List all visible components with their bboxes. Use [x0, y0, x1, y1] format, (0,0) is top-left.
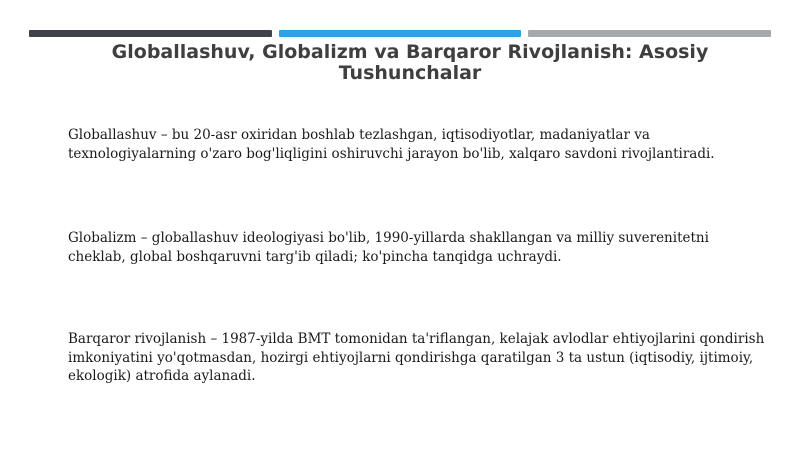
paragraph-globallashuv: Globallashuv – bu 20-asr oxiridan boshlab tezlashgan, iqtisodiyotlar, madaniyatlar va texnologiyalarning o'zaro bog'liqligini oshiruvchi jarayon bo'lib, xalqaro savdoni rivojlantiradi.	[68, 127, 715, 162]
accent-bar-dark	[29, 30, 272, 37]
paragraph-barqaror-rivojlanish: Barqaror rivojlanish – 1987-yilda BMT tomonidan ta'riflangan, kelajak avlodlar ehtiyojlarini qondirish imkoniyatini yo'qotmasdan, hozirgi ehtiyojlarni qondirishga qaratilgan 3 ta ustun (iqtisodiy, ijtimoiy, ekologik) atrofida aylanadi.	[68, 331, 765, 384]
slide-title: Globallashuv, Globalizm va Barqaror Rivojlanish: Asosiy Tushunchalar	[111, 41, 709, 84]
accent-bar-gray	[528, 30, 771, 37]
accent-bar-blue	[279, 30, 521, 37]
paragraph-globalizm: Globalizm – globallashuv ideologiyasi bo'lib, 1990-yillarda shakllangan va milliy suverenitetni cheklab, global boshqaruvni targ'ib qiladi; ko'pincha tanqidga uchraydi.	[68, 230, 709, 265]
